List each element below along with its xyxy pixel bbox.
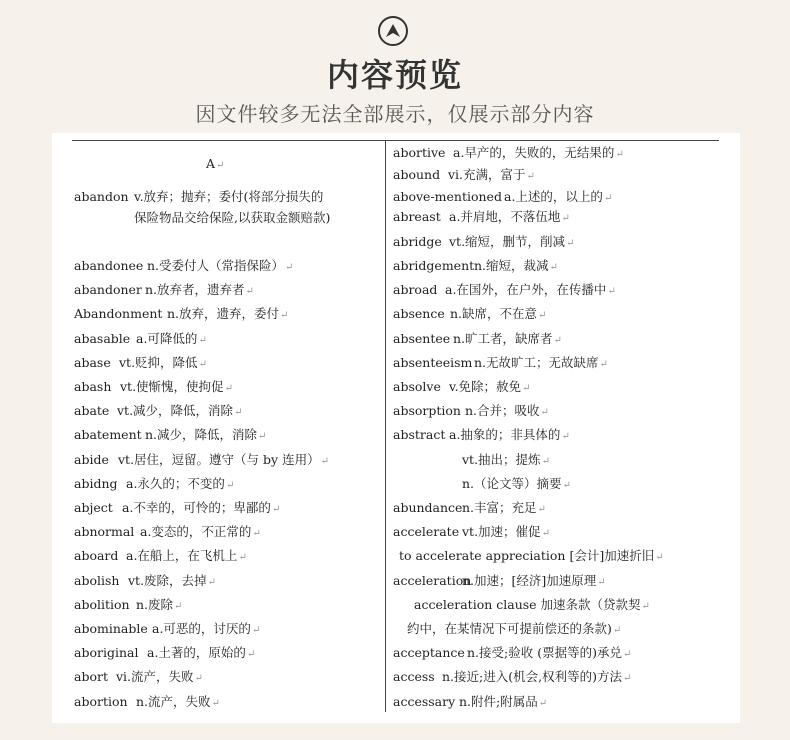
list-item: aboriginal a.土著的，原始的↵ xyxy=(74,645,256,660)
list-item: 约中，在某情况下可提前偿还的条款)↵ xyxy=(407,621,622,636)
section-letter: A↵ xyxy=(206,156,225,171)
chevron-up-icon xyxy=(378,16,408,46)
list-item: abort vi.流产，失败↵ xyxy=(74,669,203,684)
list-item: abnormal a.变态的，不正常的↵ xyxy=(74,524,261,539)
list-item: abominable a.可恶的，讨厌的↵ xyxy=(74,621,261,636)
page-title: 内容预览 xyxy=(326,56,463,94)
list-item: abroad a.在国外，在户外，在传播中↵ xyxy=(393,282,616,297)
page-subtitle: 因文件较多无法全部展示，仅展示部分内容 xyxy=(195,102,595,126)
list-item: abate vt.减少，降低，消除↵ xyxy=(74,403,243,418)
list-item: abolish vt.废除，去掉↵ xyxy=(74,573,216,588)
list-item: absorption n.合并；吸收↵ xyxy=(393,403,549,418)
list-item: absolve v.免除；赦免↵ xyxy=(393,379,531,394)
list-item: above-mentioned a.上述的，以上的↵ xyxy=(393,189,613,204)
list-item: abasable a.可降低的↵ xyxy=(74,331,207,346)
list-item: abolition n.废除↵ xyxy=(74,597,183,612)
entry-definition: v.放弃；抛弃；委付(将部分损失的保险物品交给保险,以获取金额赔款) xyxy=(134,189,331,225)
list-item: abridgementn.缩短，裁减↵ xyxy=(393,258,558,273)
list-item: accelerate vt.加速；催促↵ xyxy=(393,524,550,539)
list-item: acceptance n.接受;验收 (票据等的)承兑↵ xyxy=(393,645,632,660)
list-item: abundancen.丰富；充足↵ xyxy=(393,500,546,515)
list-item: n.（论文等）摘要↵ xyxy=(462,476,571,491)
list-item: abandoner n.放弃者，遗弃者↵ xyxy=(74,282,254,297)
list-item: acceleration clause 加速条款（贷款契↵ xyxy=(414,597,650,612)
column-divider xyxy=(385,140,386,712)
list-item: abstract a.抽象的；非具体的↵ xyxy=(393,427,570,442)
list-item: accelerationn.加速；[经济]加速原理↵ xyxy=(393,573,606,588)
list-item: absentee n.旷工者，缺席者↵ xyxy=(393,331,562,346)
list-item: abortion n.流产，失败↵ xyxy=(74,694,220,709)
list-item: abound vi.充满，富于↵ xyxy=(393,167,535,182)
list-item: vt.抽出；提炼↵ xyxy=(462,452,550,467)
list-item: abject a.不幸的，可怜的；卑鄙的↵ xyxy=(74,500,281,515)
list-item: abase vt.贬抑，降低↵ xyxy=(74,355,207,370)
list-item: to accelerate appreciation [会计]加速折旧↵ xyxy=(399,548,664,563)
list-item: absenteeism n.无故旷工；无故缺席↵ xyxy=(393,355,608,370)
list-item: abatement n.减少，降低，消除↵ xyxy=(74,427,267,442)
list-item: abide vt.居住，逗留。遵守（与 by 连用）↵ xyxy=(74,452,329,467)
list-item: access n.接近;进入(机会,权利等的)方法↵ xyxy=(393,669,632,684)
top-rule xyxy=(72,140,719,141)
list-item: abash vt.使惭愧，使拘促↵ xyxy=(74,379,233,394)
list-item: accessary n.附件;附属品↵ xyxy=(393,694,548,709)
list-item: abridge vt.缩短，删节，削减↵ xyxy=(393,234,575,249)
list-item: aboard a.在船上，在飞机上↵ xyxy=(74,548,247,563)
list-item: abreast a.并肩地，不落伍地↵ xyxy=(393,209,570,224)
list-item: Abandonment n.放弃，遗弃，委付↵ xyxy=(74,306,289,321)
list-item: abidng a.永久的；不变的↵ xyxy=(74,476,235,491)
list-item: absence n.缺席，不在意↵ xyxy=(393,306,547,321)
list-item: abandonee n.受委付人（常指保险）↵ xyxy=(74,258,294,273)
list-item: abortive a.早产的，失败的，无结果的↵ xyxy=(393,145,624,160)
list-item: abandon xyxy=(74,189,129,204)
document-preview xyxy=(52,133,740,723)
